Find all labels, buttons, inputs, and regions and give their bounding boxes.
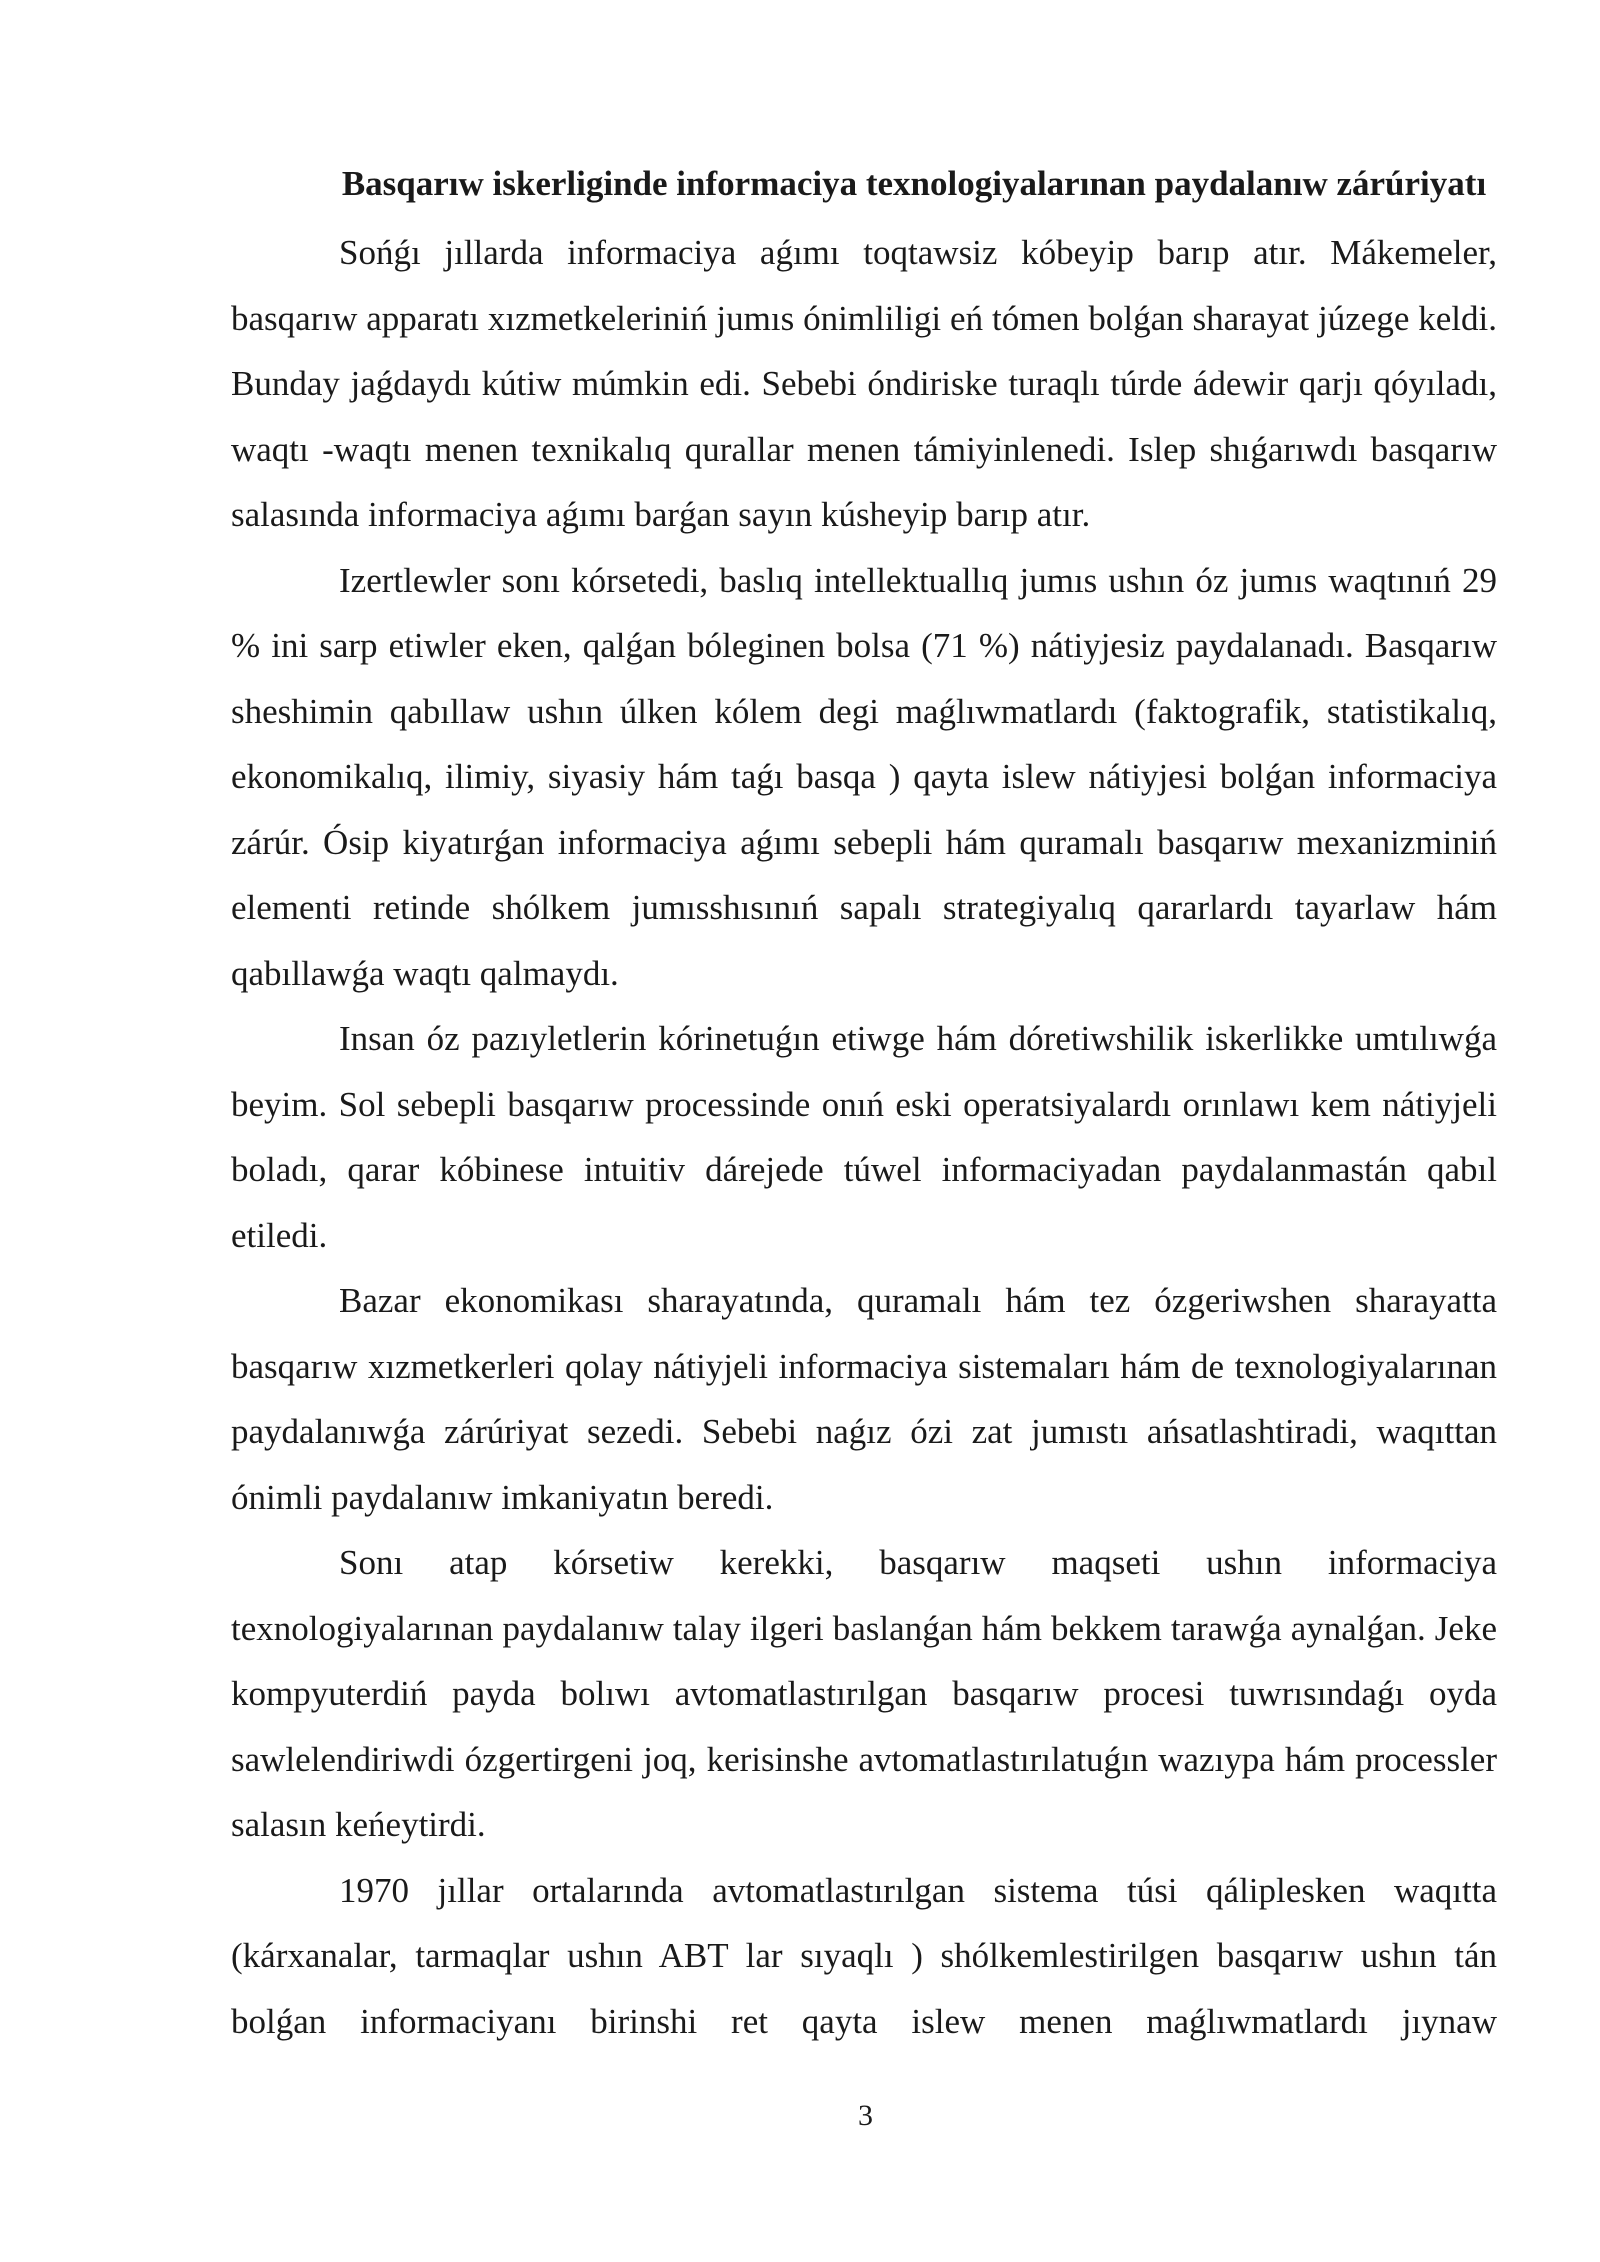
document-title: Basqarıw iskerliginde informaciya texnologiyalarınan paydalanıw zárúriyatı — [341, 164, 1487, 203]
paragraph: Bazar ekonomikası sharayatında, quramalı hám tez ózgeriwshen sharayatta basqarıw xızmetkerleri qolay nátiyjeli informaciya sistemaları hám de texnologiyalarınan paydalanıwǵa zárúriyat sezedi. Sebebi naǵız ózi zat jumıstı ańsatlashtiradi, waqıttan ónimli paydalanıw imkaniyatın beredi. — [231, 1281, 1497, 1517]
paragraph: Izertlewler sonı kórsetedi, baslıq intellektuallıq jumıs ushın óz jumıs waqtınıń 29 % ini sarp etiwler eken, qalǵan bóleginen bolsa (71 %) nátiyjesiz paydalanadı. Basqarıw sheshimin qabıllaw ushın úlken kólem degi maǵlıwmatlardı (faktografik, statistikalıq, ekonomikalıq, ilimiy, siyasiy hám taǵı basqa ) qayta islew nátiyjesi bolǵan informaciya zárúr. Ósip kiyatırǵan informaciya aǵımı sebepli hám quramalı basqarıw mexanizminiń elementi retinde shólkem jumısshısınıń sapalı strategiyalıq qararlardı tayarlaw hám qabıllawǵa waqtı qalmaydı. — [231, 560, 1497, 993]
paragraph: Sońǵı jıllarda informaciya aǵımı toqtawsiz kóbeyip barıp atır. Mákemeler, basqarıw apparatı xızmetkeleriniń jumıs ónimliligi eń tómen bolǵan sharayat júzege keldi. Bunday jaǵdaydı kútiw múmkin edi. Sebebi óndiriske turaqlı túrde ádewir qarjı qóyıladı, waqtı -waqtı menen texnikalıq qurallar menen támiyinlenedi. Islep shıǵarıwdı basqarıw salasında informaciya aǵımı barǵan sayın kúsheyip barıp atır. — [231, 233, 1497, 534]
page-number: 3 — [858, 2099, 873, 2132]
document-page — [231, 148, 1497, 2054]
paragraph: 1970 jıllar ortalarında avtomatlastırılgan sistema túsi qáliplesken waqıtta (kárxanalar, tarmaqlar ushın ABT lar sıyaqlı ) shólkemlestirilgen basqarıw ushın tán bolǵan informaciyanı birinshi ret qayta islew menen maǵlıwmatlardı jıynaw — [231, 1870, 1497, 2041]
paragraph: Sonı atap kórsetiw kerekki, basqarıw maqseti ushın informaciya texnologiyalarınan paydalanıw talay ilgeri baslanǵan hám bekkem tarawǵa aynalǵan. Jeke kompyuterdiń payda bolıwı avtomatlastırılgan basqarıw procesi tuwrısındaǵı oyda sawlelendiriwdi ózgertirgeni joq, kerisinshe avtomatlastırılatuǵın wazıypa hám processler salasın keńeytirdi. — [231, 1543, 1497, 1844]
paragraph: Insan óz pazıyletlerin kórinetuǵın etiwge hám dóretiwshilik iskerlikke umtılıwǵa beyim. Sol sebepli basqarıw processinde onıń eski operatsiyalardı orınlawı kem nátiyjeli boladı, qarar kóbinese intuitiv dárejede túwel informaciyadan paydalanmastán qabıl etiledi. — [231, 1019, 1497, 1255]
